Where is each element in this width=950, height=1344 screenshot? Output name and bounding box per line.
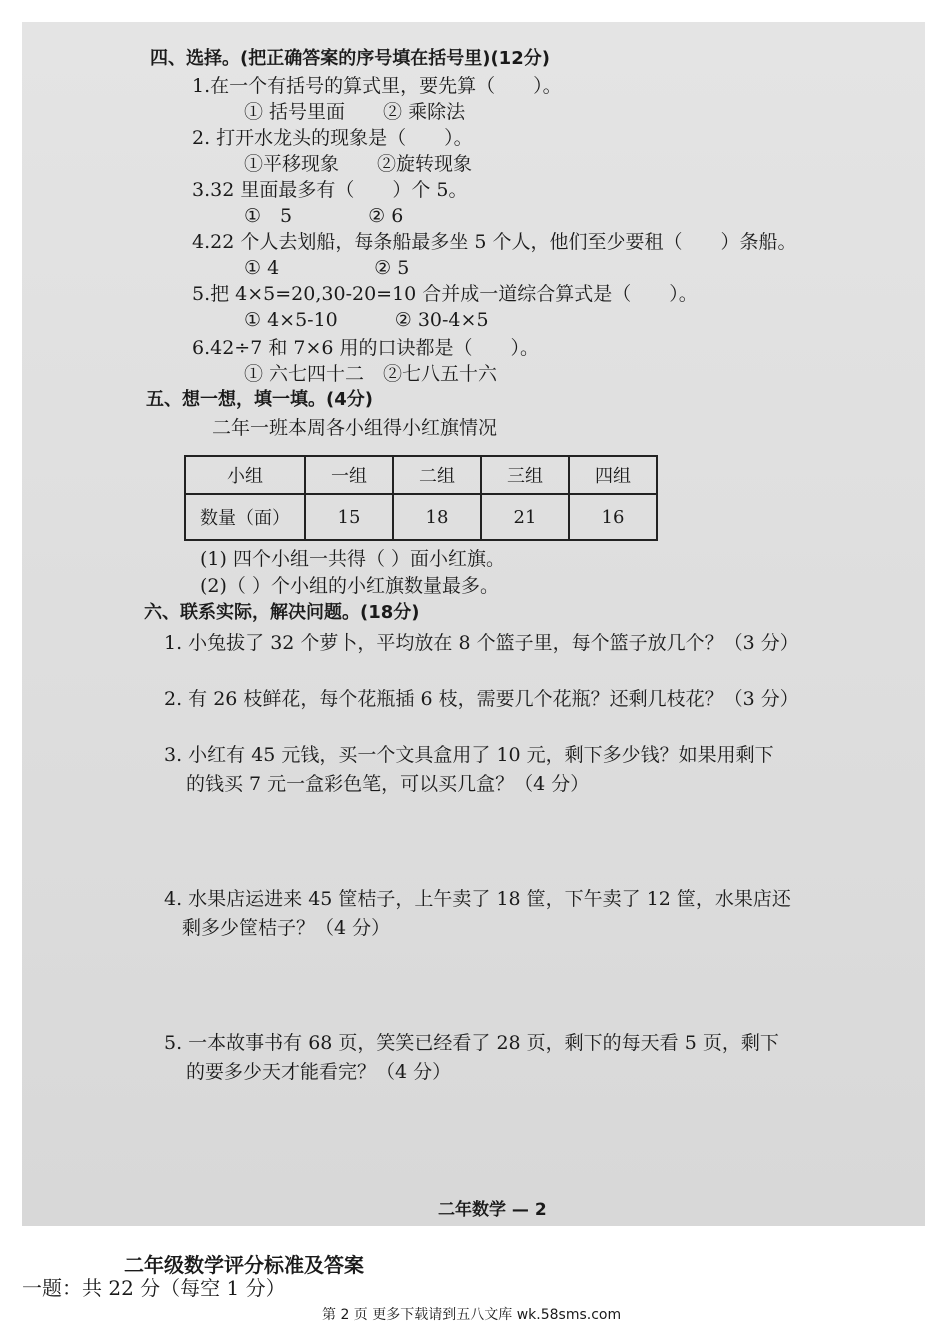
table-header-cell: 一组 [305,456,393,494]
section-6-heading: 六、联系实际，解决问题。(18分) [144,602,420,623]
question-4-5: 5.把 4×5=20,30-20=10 合并成一道综合算式是（ ）。 [192,283,698,305]
page-footer: 第 2 页 更多下载请到五八文库 wk.58sms.com [322,1307,622,1323]
section-5-heading: 五、想一想，填一填。(4分) [146,389,373,410]
table-cell: 16 [569,494,657,540]
options-4-3: ① 5 ② 6 [244,205,404,227]
options-4-5: ① 4×5-10 ② 30-4×5 [244,309,489,331]
table-header-cell: 小组 [185,456,305,494]
table-cell: 18 [393,494,481,540]
options-4-6: ① 六七四十二 ②七八五十六 [244,363,498,385]
answer-key-line: 一题：共 22 分（每空 1 分） [22,1276,286,1300]
options-4-4: ① 4 ② 5 [244,257,410,279]
section-5-question-1: (1) 四个小组一共得（ ）面小红旗。 [200,548,505,570]
red-flag-table [184,455,658,541]
options-4-1: ① 括号里面 ② 乘除法 [244,101,466,123]
table-header-cell: 三组 [481,456,569,494]
problem-6-5-line-2: 的要多少天才能看完？（4 分） [186,1061,452,1083]
question-4-2: 2. 打开水龙头的现象是（ ）。 [192,127,473,149]
table-header-row [185,456,657,494]
question-4-4: 4.22 个人去划船，每条船最多坐 5 个人，他们至少要租（ ）条船。 [192,231,797,253]
section-4-heading: 四、选择。(把正确答案的序号填在括号里)(12分) [150,48,550,69]
problem-6-3-line-1: 3. 小红有 45 元钱，买一个文具盒用了 10 元，剩下多少钱？如果用剩下 [164,744,774,766]
table-caption: 二年一班本周各小组得小红旗情况 [212,417,498,439]
answer-key-title: 二年级数学评分标准及答案 [124,1253,364,1277]
problem-6-5-line-1: 5. 一本故事书有 68 页，笑笑已经看了 28 页，剩下的每天看 5 页，剩下 [164,1032,779,1054]
question-4-6: 6.42÷7 和 7×6 用的口诀都是（ ）。 [192,337,540,359]
problem-6-4-line-2: 剩多少筐桔子？（4 分） [182,917,391,939]
table-header-cell: 二组 [393,456,481,494]
options-4-2: ①平移现象 ②旋转现象 [244,153,473,175]
page-number-label: 二年数学 — 2 [438,1200,547,1220]
question-4-1: 1.在一个有括号的算式里，要先算（ ）。 [192,75,562,97]
table-row [185,494,657,540]
table-header-cell: 四组 [569,456,657,494]
problem-6-2: 2. 有 26 枝鲜花，每个花瓶插 6 枝，需要几个花瓶？还剩几枝花？（3 分） [164,688,799,710]
table-cell: 15 [305,494,393,540]
table-cell: 21 [481,494,569,540]
problem-6-3-line-2: 的钱买 7 元一盒彩色笔，可以买几盒？（4 分） [186,773,590,795]
section-5-question-2: (2)（ ）个小组的小红旗数量最多。 [200,575,499,597]
problem-6-4-line-1: 4. 水果店运进来 45 筐桔子，上午卖了 18 筐，下午卖了 12 筐，水果店还 [164,888,791,910]
question-4-3: 3.32 里面最多有（ ）个 5。 [192,179,468,201]
table-row-label: 数量（面） [185,494,305,540]
problem-6-1: 1. 小兔拔了 32 个萝卜，平均放在 8 个篮子里，每个篮子放几个？（3 分） [164,632,799,654]
